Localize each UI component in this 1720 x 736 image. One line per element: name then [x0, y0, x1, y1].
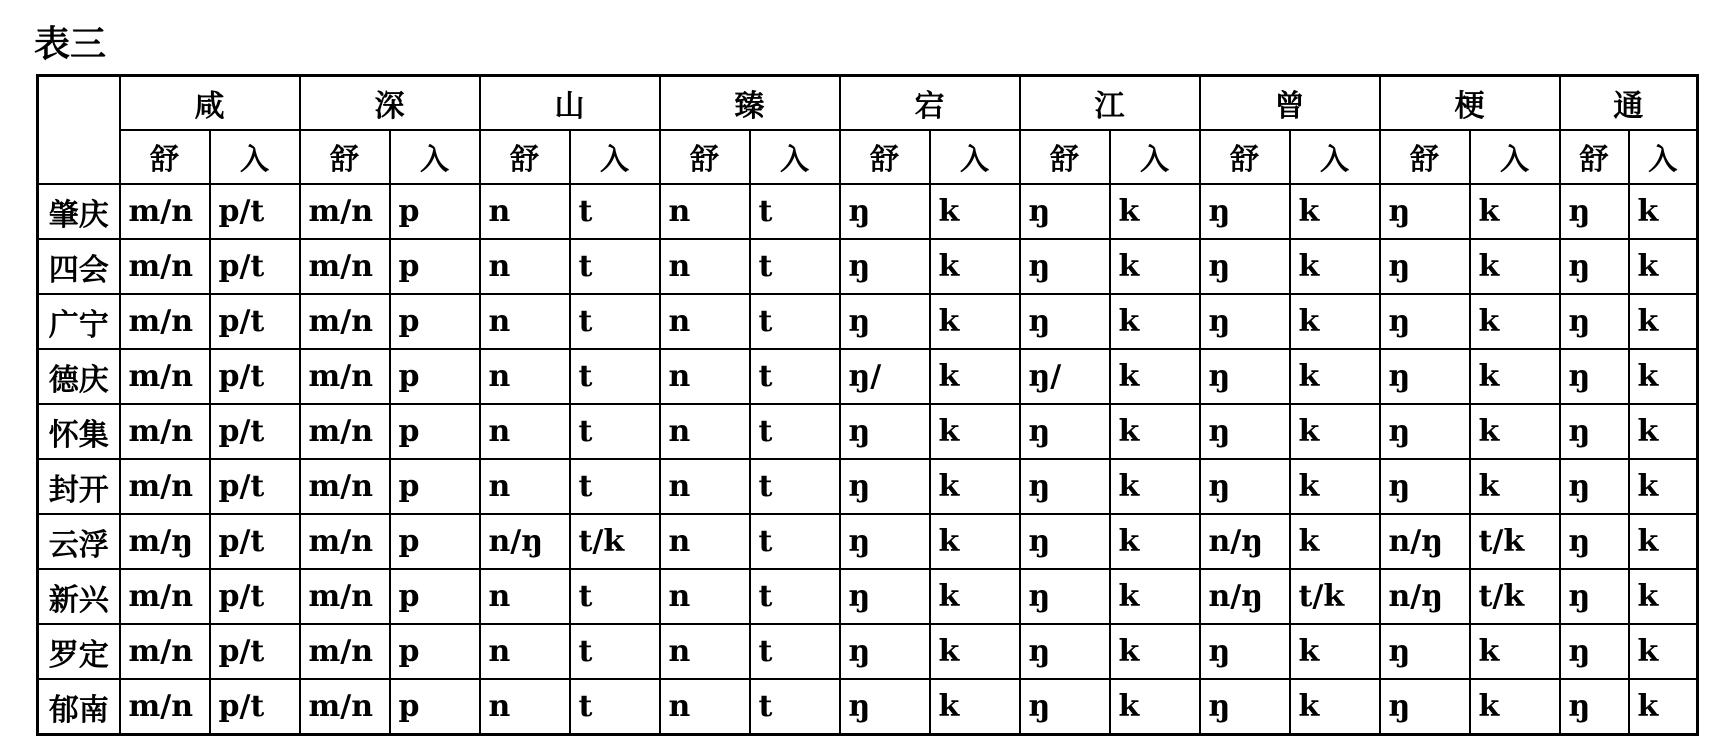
tone-header-ru: 入	[930, 130, 1020, 184]
place-name-cell: 郁南	[38, 679, 120, 735]
shu-ending-cell: ŋ	[1020, 459, 1110, 514]
ru-ending-cell: p	[390, 569, 480, 624]
shu-ending-cell: ŋ	[1020, 624, 1110, 679]
shu-ending-cell: m/n	[300, 624, 390, 679]
tone-header-ru: 入	[390, 130, 480, 184]
rime-header-geng: 梗	[1380, 76, 1560, 131]
ru-ending-cell: t	[750, 239, 840, 294]
shu-ending-cell: ŋ	[1200, 679, 1290, 735]
shu-ending-cell: ŋ	[1380, 624, 1470, 679]
tone-header-shu: 舒	[660, 130, 750, 184]
ru-ending-cell: k	[1470, 404, 1560, 459]
tone-header-shu: 舒	[1380, 130, 1470, 184]
table-body	[38, 184, 1698, 735]
ru-ending-cell: k	[930, 294, 1020, 349]
table-row	[38, 459, 1698, 514]
ru-ending-cell: p/t	[210, 624, 300, 679]
ru-ending-cell: t	[570, 679, 660, 735]
shu-ending-cell: ŋ	[1200, 459, 1290, 514]
ru-ending-cell: p/t	[210, 239, 300, 294]
shu-ending-cell: ŋ	[1380, 679, 1470, 735]
ru-ending-cell: k	[1629, 184, 1698, 239]
shu-ending-cell: m/n	[300, 514, 390, 569]
shu-ending-cell: m/n	[300, 569, 390, 624]
ru-ending-cell: k	[1110, 294, 1200, 349]
ru-ending-cell: p/t	[210, 679, 300, 735]
table-row	[38, 239, 1698, 294]
ru-ending-cell: k	[1290, 239, 1380, 294]
ru-ending-cell: p/t	[210, 404, 300, 459]
ru-ending-cell: p	[390, 624, 480, 679]
ru-ending-cell: p	[390, 404, 480, 459]
ru-ending-cell: k	[1290, 184, 1380, 239]
shu-ending-cell: ŋ	[840, 679, 930, 735]
ru-ending-cell: k	[1629, 459, 1698, 514]
ru-ending-cell: k	[1110, 404, 1200, 459]
ru-ending-cell: t	[570, 239, 660, 294]
tone-header-shu: 舒	[1560, 130, 1629, 184]
rime-header-shan: 山	[480, 76, 660, 131]
ru-ending-cell: t	[570, 459, 660, 514]
ru-ending-cell: k	[1470, 679, 1560, 735]
shu-ending-cell: m/n	[120, 184, 210, 239]
shu-ending-cell: m/n	[300, 459, 390, 514]
shu-ending-cell: n/ŋ	[480, 514, 570, 569]
rime-header-shen: 深	[300, 76, 480, 131]
shu-ending-cell: ŋ	[1560, 569, 1629, 624]
shu-ending-cell: ŋ	[840, 514, 930, 569]
tone-header-shu: 舒	[300, 130, 390, 184]
tone-header-row	[38, 130, 1698, 184]
ru-ending-cell: t	[750, 349, 840, 404]
ru-ending-cell: t	[570, 624, 660, 679]
ru-ending-cell: p/t	[210, 569, 300, 624]
ru-ending-cell: k	[1110, 569, 1200, 624]
ru-ending-cell: t	[570, 184, 660, 239]
shu-ending-cell: ŋ	[1200, 184, 1290, 239]
shu-ending-cell: ŋ	[1380, 459, 1470, 514]
shu-ending-cell: ŋ	[1200, 239, 1290, 294]
ru-ending-cell: p/t	[210, 294, 300, 349]
tone-header-ru: 入	[570, 130, 660, 184]
shu-ending-cell: m/n	[120, 459, 210, 514]
shu-ending-cell: ŋ	[1560, 459, 1629, 514]
table-row	[38, 404, 1698, 459]
tone-header-shu: 舒	[1020, 130, 1110, 184]
ru-ending-cell: k	[1290, 459, 1380, 514]
ru-ending-cell: t	[750, 679, 840, 735]
shu-ending-cell: m/n	[300, 239, 390, 294]
ru-ending-cell: t/k	[1470, 569, 1560, 624]
ru-ending-cell: t/k	[1290, 569, 1380, 624]
ru-ending-cell: k	[1110, 184, 1200, 239]
shu-ending-cell: m/n	[300, 679, 390, 735]
table-row	[38, 184, 1698, 239]
shu-ending-cell: n	[660, 294, 750, 349]
tone-header-shu: 舒	[1200, 130, 1290, 184]
ru-ending-cell: k	[1629, 349, 1698, 404]
shu-ending-cell: n	[660, 184, 750, 239]
ru-ending-cell: p	[390, 514, 480, 569]
shu-ending-cell: n	[660, 569, 750, 624]
rime-header-jiang: 江	[1020, 76, 1200, 131]
shu-ending-cell: m/n	[300, 294, 390, 349]
ru-ending-cell: p	[390, 349, 480, 404]
ru-ending-cell: k	[1629, 569, 1698, 624]
ru-ending-cell: p/t	[210, 459, 300, 514]
ru-ending-cell: k	[1110, 514, 1200, 569]
shu-ending-cell: n	[480, 569, 570, 624]
shu-ending-cell: m/n	[120, 404, 210, 459]
ru-ending-cell: t	[750, 404, 840, 459]
shu-ending-cell: ŋ	[1380, 404, 1470, 459]
place-name-cell: 肇庆	[38, 184, 120, 239]
shu-ending-cell: n/ŋ	[1380, 569, 1470, 624]
shu-ending-cell: m/ŋ	[120, 514, 210, 569]
shu-ending-cell: ŋ	[840, 404, 930, 459]
shu-ending-cell: ŋ/	[1020, 349, 1110, 404]
tone-header-ru: 入	[1290, 130, 1380, 184]
shu-ending-cell: ŋ	[1380, 349, 1470, 404]
ru-ending-cell: k	[930, 569, 1020, 624]
shu-ending-cell: m/n	[120, 624, 210, 679]
ru-ending-cell: k	[1110, 349, 1200, 404]
shu-ending-cell: ŋ	[840, 184, 930, 239]
shu-ending-cell: ŋ	[1200, 404, 1290, 459]
rime-header-xian: 咸	[120, 76, 300, 131]
ru-ending-cell: k	[1629, 294, 1698, 349]
shu-ending-cell: n	[660, 514, 750, 569]
shu-ending-cell: ŋ	[1560, 514, 1629, 569]
ru-ending-cell: k	[1470, 624, 1560, 679]
ru-ending-cell: k	[1470, 349, 1560, 404]
place-name-cell: 德庆	[38, 349, 120, 404]
ru-ending-cell: t	[570, 404, 660, 459]
ru-ending-cell: t	[750, 514, 840, 569]
table-row	[38, 514, 1698, 569]
tone-header-ru: 入	[750, 130, 840, 184]
ru-ending-cell: k	[1629, 624, 1698, 679]
ru-ending-cell: t	[570, 569, 660, 624]
ru-ending-cell: t	[750, 184, 840, 239]
ru-ending-cell: k	[930, 184, 1020, 239]
shu-ending-cell: ŋ	[1200, 349, 1290, 404]
place-name-cell: 封开	[38, 459, 120, 514]
shu-ending-cell: m/n	[300, 404, 390, 459]
shu-ending-cell: n	[480, 239, 570, 294]
ru-ending-cell: t	[750, 294, 840, 349]
ru-ending-cell: k	[1629, 679, 1698, 735]
place-name-cell: 罗定	[38, 624, 120, 679]
ru-ending-cell: k	[930, 679, 1020, 735]
place-name-cell: 四会	[38, 239, 120, 294]
shu-ending-cell: ŋ/	[840, 349, 930, 404]
table-row	[38, 569, 1698, 624]
shu-ending-cell: m/n	[300, 184, 390, 239]
ru-ending-cell: k	[1110, 459, 1200, 514]
tone-header-ru: 入	[1470, 130, 1560, 184]
ru-ending-cell: k	[1290, 404, 1380, 459]
shu-ending-cell: n/ŋ	[1380, 514, 1470, 569]
shu-ending-cell: n	[660, 679, 750, 735]
shu-ending-cell: ŋ	[1020, 404, 1110, 459]
ru-ending-cell: t	[750, 459, 840, 514]
ru-ending-cell: t	[750, 569, 840, 624]
shu-ending-cell: ŋ	[1560, 184, 1629, 239]
ru-ending-cell: t/k	[1470, 514, 1560, 569]
ru-ending-cell: k	[1629, 404, 1698, 459]
shu-ending-cell: n	[480, 184, 570, 239]
ru-ending-cell: k	[1470, 184, 1560, 239]
shu-ending-cell: ŋ	[840, 239, 930, 294]
shu-ending-cell: ŋ	[1020, 514, 1110, 569]
shu-ending-cell: n	[480, 404, 570, 459]
shu-ending-cell: m/n	[120, 294, 210, 349]
rime-group-header-row	[38, 76, 1698, 131]
shu-ending-cell: ŋ	[1560, 624, 1629, 679]
table-title: 表三	[34, 24, 107, 65]
ru-ending-cell: k	[930, 239, 1020, 294]
corner-cell	[38, 76, 120, 185]
ru-ending-cell: k	[1470, 459, 1560, 514]
shu-ending-cell: ŋ	[1020, 294, 1110, 349]
rime-header-zhen: 臻	[660, 76, 840, 131]
ru-ending-cell: k	[1110, 624, 1200, 679]
ru-ending-cell: p	[390, 294, 480, 349]
shu-ending-cell: n	[660, 349, 750, 404]
shu-ending-cell: m/n	[120, 349, 210, 404]
ru-ending-cell: k	[1629, 514, 1698, 569]
shu-ending-cell: n/ŋ	[1200, 569, 1290, 624]
shu-ending-cell: n	[660, 459, 750, 514]
ru-ending-cell: k	[930, 459, 1020, 514]
ru-ending-cell: p/t	[210, 349, 300, 404]
tone-header-ru: 入	[1110, 130, 1200, 184]
shu-ending-cell: ŋ	[840, 294, 930, 349]
ru-ending-cell: p	[390, 679, 480, 735]
ru-ending-cell: p/t	[210, 514, 300, 569]
ru-ending-cell: p/t	[210, 184, 300, 239]
shu-ending-cell: n	[480, 349, 570, 404]
ru-ending-cell: t	[570, 294, 660, 349]
tone-header-shu: 舒	[840, 130, 930, 184]
ru-ending-cell: k	[1110, 679, 1200, 735]
shu-ending-cell: ŋ	[1020, 679, 1110, 735]
ru-ending-cell: t/k	[570, 514, 660, 569]
shu-ending-cell: ŋ	[840, 459, 930, 514]
shu-ending-cell: ŋ	[1560, 349, 1629, 404]
shu-ending-cell: ŋ	[1560, 239, 1629, 294]
ru-ending-cell: p	[390, 239, 480, 294]
shu-ending-cell: ŋ	[840, 624, 930, 679]
shu-ending-cell: n	[480, 679, 570, 735]
place-name-cell: 怀集	[38, 404, 120, 459]
table-row	[38, 679, 1698, 735]
shu-ending-cell: n	[660, 239, 750, 294]
table-row	[38, 624, 1698, 679]
tone-header-ru: 入	[1629, 130, 1698, 184]
shu-ending-cell: n	[480, 459, 570, 514]
shu-ending-cell: n	[660, 404, 750, 459]
place-name-cell: 云浮	[38, 514, 120, 569]
tone-header-ru: 入	[210, 130, 300, 184]
ru-ending-cell: p	[390, 459, 480, 514]
ru-ending-cell: k	[1290, 349, 1380, 404]
shu-ending-cell: ŋ	[1380, 239, 1470, 294]
ru-ending-cell: t	[570, 349, 660, 404]
ru-ending-cell: k	[930, 349, 1020, 404]
ru-ending-cell: k	[1290, 624, 1380, 679]
shu-ending-cell: ŋ	[1020, 184, 1110, 239]
shu-ending-cell: m/n	[300, 349, 390, 404]
rime-ending-table	[36, 74, 1699, 736]
table-row	[38, 349, 1698, 404]
shu-ending-cell: ŋ	[1020, 569, 1110, 624]
tone-header-shu: 舒	[480, 130, 570, 184]
ru-ending-cell: t	[750, 624, 840, 679]
shu-ending-cell: ŋ	[1380, 294, 1470, 349]
shu-ending-cell: n/ŋ	[1200, 514, 1290, 569]
shu-ending-cell: n	[660, 624, 750, 679]
ru-ending-cell: k	[1290, 514, 1380, 569]
shu-ending-cell: ŋ	[1200, 624, 1290, 679]
rime-header-tong: 通	[1560, 76, 1698, 131]
tone-header-shu: 舒	[120, 130, 210, 184]
ru-ending-cell: p	[390, 184, 480, 239]
shu-ending-cell: n	[480, 294, 570, 349]
rime-header-dang: 宕	[840, 76, 1020, 131]
ru-ending-cell: k	[930, 404, 1020, 459]
shu-ending-cell: ŋ	[1560, 404, 1629, 459]
ru-ending-cell: k	[1110, 239, 1200, 294]
rime-header-zeng: 曾	[1200, 76, 1380, 131]
shu-ending-cell: m/n	[120, 239, 210, 294]
ru-ending-cell: k	[930, 514, 1020, 569]
ru-ending-cell: k	[1470, 239, 1560, 294]
shu-ending-cell: ŋ	[1020, 239, 1110, 294]
shu-ending-cell: ŋ	[1200, 294, 1290, 349]
shu-ending-cell: m/n	[120, 569, 210, 624]
shu-ending-cell: ŋ	[1560, 294, 1629, 349]
ru-ending-cell: k	[930, 624, 1020, 679]
shu-ending-cell: ŋ	[840, 569, 930, 624]
ru-ending-cell: k	[1470, 294, 1560, 349]
shu-ending-cell: ŋ	[1380, 184, 1470, 239]
table-row	[38, 294, 1698, 349]
place-name-cell: 广宁	[38, 294, 120, 349]
place-name-cell: 新兴	[38, 569, 120, 624]
shu-ending-cell: m/n	[120, 679, 210, 735]
shu-ending-cell: n	[480, 624, 570, 679]
shu-ending-cell: ŋ	[1560, 679, 1629, 735]
ru-ending-cell: k	[1629, 239, 1698, 294]
ru-ending-cell: k	[1290, 294, 1380, 349]
ru-ending-cell: k	[1290, 679, 1380, 735]
